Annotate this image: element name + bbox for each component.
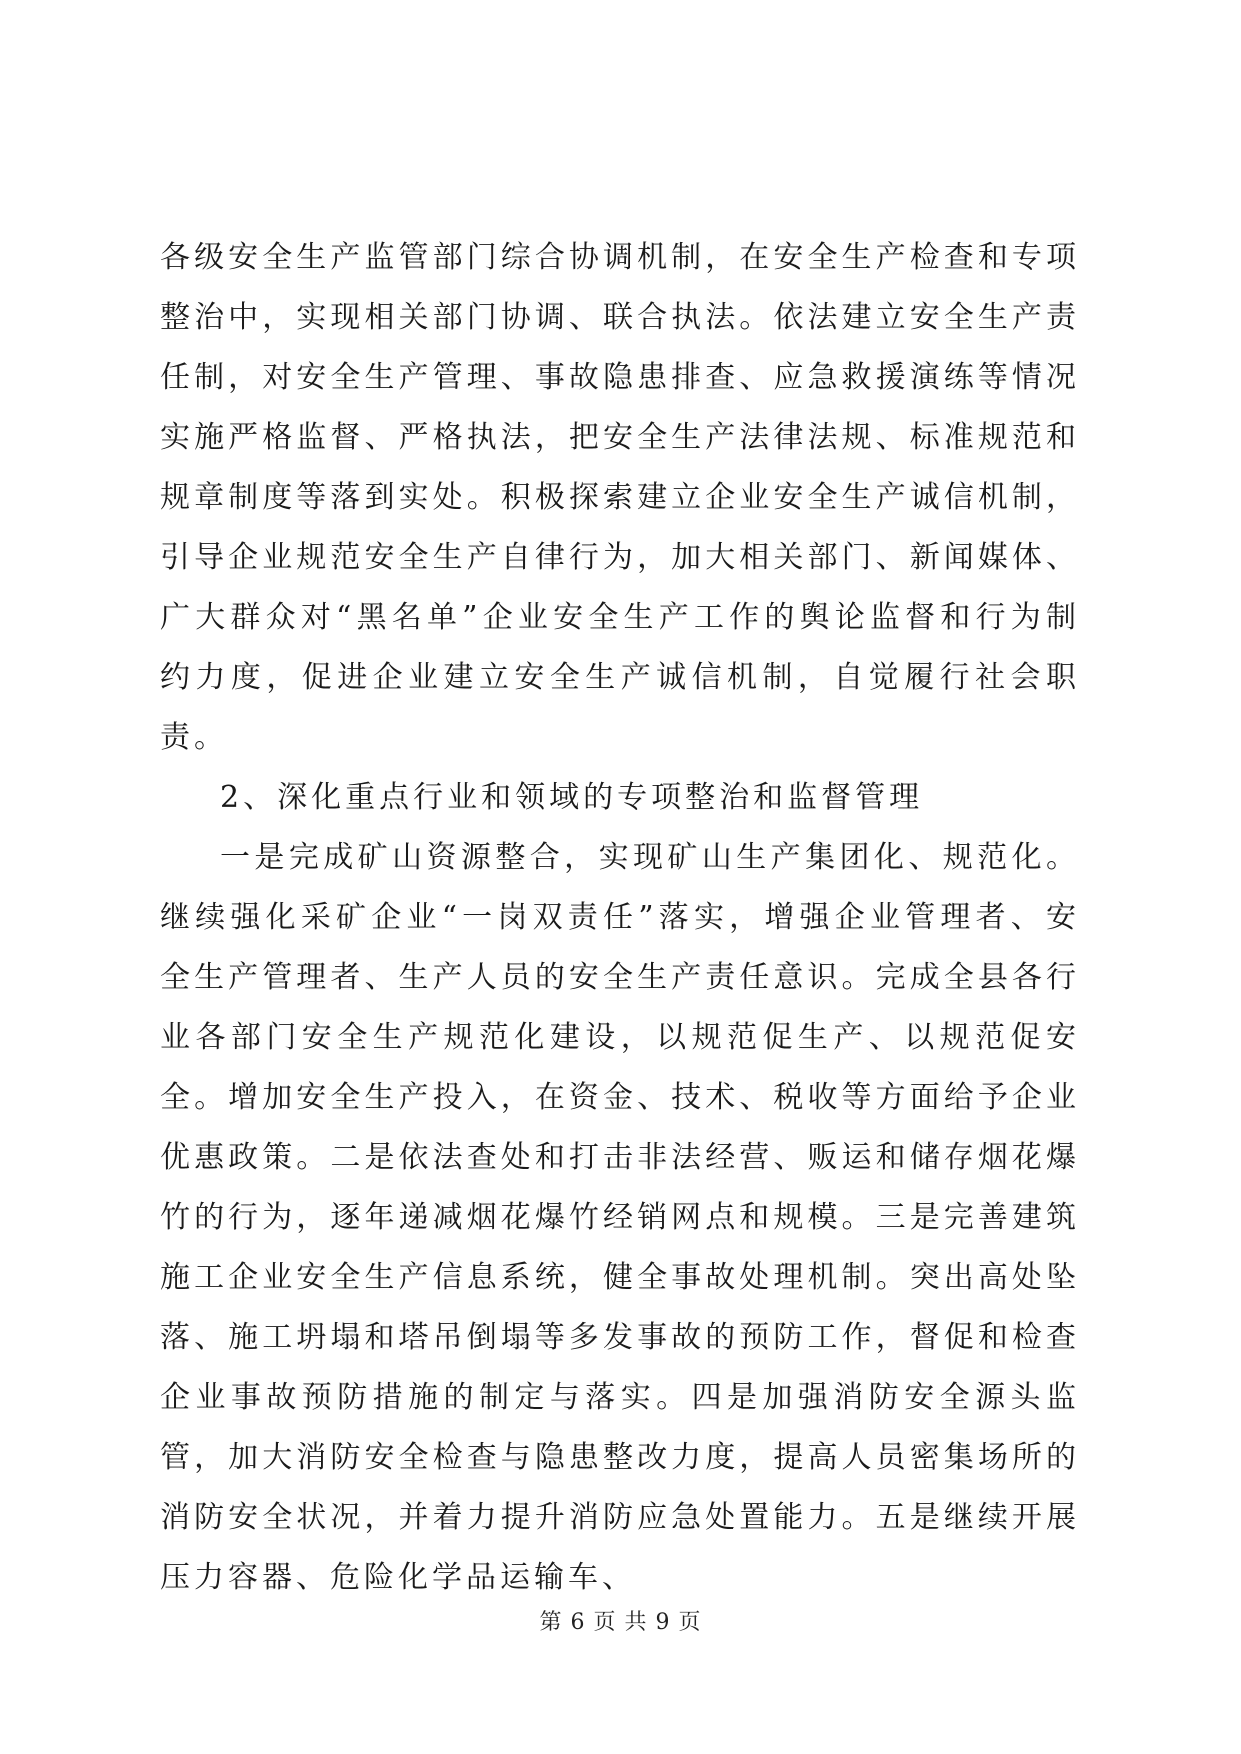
paragraph-section-2: 一是完成矿山资源整合，实现矿山生产集团化、规范化。继续强化采矿企业“一岗双责任”落实，增强企业管理者、安全生产管理者、生产人员的安全生产责任意识。完成全县各行业各部门安全生产规范化建设，以规范促生产、以规范促安全。增加安全生产投入，在资金、技术、税收等方面给予企业优惠政策。二是依法查处和打击非法经营、贩运和储存烟花爆竹的行为，逐年递减烟花爆竹经销网点和规模。三是完善建筑施工企业安全生产信息系统，健全事故处理机制。突出高处坠落、施工坍塌和塔吊倒塌等多发事故的预防工作，督促和检查企业事故预防措施的制定与落实。四是加强消防安全源头监管，加大消防安全检查与隐患整改力度，提高人员密集场所的消防安全状况，并着力提升消防应急处置能力。五是继续开展压力容器、危险化学品运输车、 (160, 840, 1080, 1595)
paragraph-continued: 各级安全生产监管部门综合协调机制，在安全生产检查和专项整治中，实现相关部门协调、联合执法。依法建立安全生产责任制，对安全生产管理、事故隐患排查、应急救援演练等情况实施严格监督、严格执法，把安全生产法律法规、标准规范和规章制度等落到实处。积极探索建立企业安全生产诚信机制，引导企业规范安全生产自律行为，加大相关部门、新闻媒体、广大群众对“黑名单”企业安全生产工作的舆论监督和行为制约力度，促进企业建立安全生产诚信机制，自觉履行社会职责。 (160, 240, 1080, 755)
document-body (160, 228, 1080, 1608)
page-footer: 第 6 页 共 9 页 (539, 1610, 702, 1635)
section-heading: 2、深化重点行业和领域的专项整治和监督管理 (220, 780, 924, 815)
